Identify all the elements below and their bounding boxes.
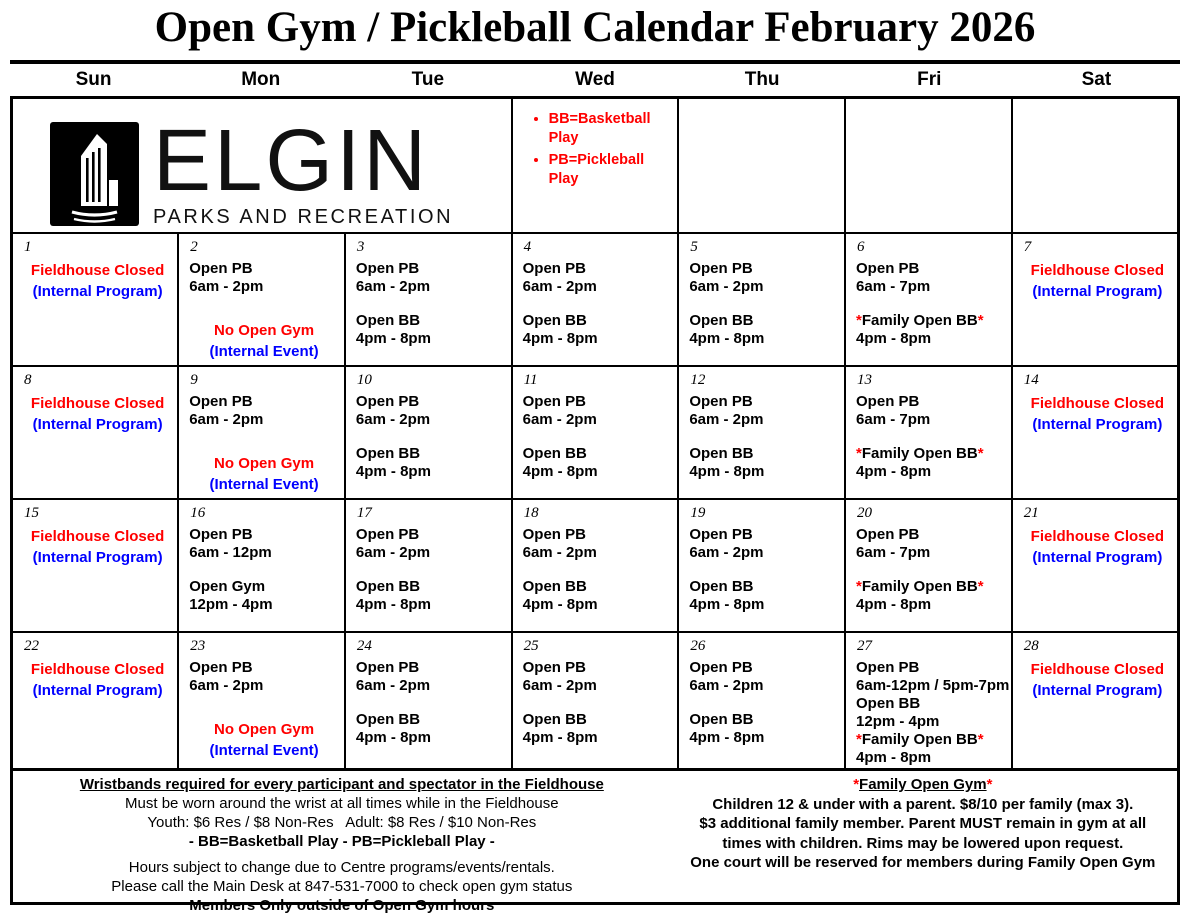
week-row-3 <box>12 499 1179 632</box>
event-line: Open BB <box>355 577 421 595</box>
event-line: 6am - 2pm <box>522 410 597 428</box>
event-line: Open PB <box>689 658 753 676</box>
event-line: Open PB <box>856 525 920 543</box>
event-line: 6am - 2pm <box>355 277 431 295</box>
event-line: 6am - 2pm <box>355 410 431 428</box>
day-number: 10 <box>356 371 372 388</box>
day-cell <box>845 233 1012 366</box>
day-cell <box>12 632 179 770</box>
day-number: 16 <box>190 504 206 521</box>
day-cell <box>678 233 845 366</box>
event-line: (Internal Program) <box>32 548 163 566</box>
event-line: Open PB <box>355 658 420 676</box>
day-number: 24 <box>356 637 372 654</box>
event-line: Open BB <box>689 444 754 462</box>
event-line: Open PB <box>689 259 753 277</box>
day-cell <box>512 233 679 366</box>
day-number: 9 <box>190 371 198 388</box>
event-line: 4pm - 8pm <box>522 329 598 347</box>
event-line: 6am - 2pm <box>689 410 764 428</box>
day-cell <box>1012 632 1179 770</box>
event-line: 6am - 12pm <box>189 543 272 561</box>
event-line: Open PB <box>856 259 920 277</box>
calendar-grid <box>10 96 1180 771</box>
weekday-label-sun: Sun <box>75 69 112 90</box>
day-number: 28 <box>1023 637 1039 654</box>
event-line: Open BB <box>522 444 587 462</box>
day-cell <box>845 499 1012 632</box>
weekday-label-sat: Sat <box>1081 69 1112 90</box>
event-line: Open BB <box>689 311 754 329</box>
day-cell <box>1012 366 1179 499</box>
event-line: Open PB <box>355 259 420 277</box>
event-line: 4pm - 8pm <box>689 595 765 613</box>
day-cell <box>345 632 512 770</box>
event-line: 4pm - 8pm <box>355 462 431 480</box>
event-line: No Open Gym <box>214 720 315 738</box>
event-line: Open BB <box>689 577 754 595</box>
week-row-1 <box>12 233 1179 366</box>
event-line: 4pm - 8pm <box>856 748 932 766</box>
event-line: 6am-12pm / 5pm-7pm <box>856 676 1010 694</box>
event-line: Open PB <box>689 525 753 543</box>
day-cell <box>512 499 679 632</box>
elgin-logo-name: ELGIN <box>153 112 430 209</box>
event-line: Open PB <box>355 525 420 543</box>
event-line: No Open Gym <box>214 321 315 339</box>
day-cell <box>12 366 179 499</box>
event-line: Open PB <box>189 525 253 543</box>
event-line: Fieldhouse Closed <box>1030 660 1165 678</box>
event-line: Open PB <box>522 259 586 277</box>
footer-line: One court will be reserved for members during Family Open Gym <box>690 854 1156 871</box>
week-row-2 <box>12 366 1179 499</box>
event-line: 4pm - 8pm <box>355 728 431 746</box>
logo-row <box>12 98 1179 233</box>
day-number: 27 <box>857 637 873 654</box>
event-line: No Open Gym <box>214 454 315 472</box>
day-number: 15 <box>24 504 39 521</box>
event-line: Open PB <box>189 658 253 676</box>
footer-line: Hours subject to change due to Centre programs/events/rentals. <box>128 859 555 876</box>
event-line: 6am - 2pm <box>355 543 431 561</box>
event-line: 6am - 2pm <box>189 676 264 694</box>
day-number: 21 <box>1023 504 1039 521</box>
empty-cell-fri <box>845 98 1012 233</box>
event-line: 6am - 2pm <box>189 410 264 428</box>
day-number: 11 <box>523 371 538 388</box>
event-line: 6am - 2pm <box>522 543 597 561</box>
event-line: Fieldhouse Closed <box>30 660 165 678</box>
day-number: 7 <box>1023 238 1032 255</box>
day-cell <box>178 632 345 770</box>
event-line: Fieldhouse Closed <box>1030 261 1165 279</box>
day-number: 22 <box>24 637 39 654</box>
elgin-logo-text <box>153 112 454 229</box>
event-line: Open PB <box>522 392 586 410</box>
day-number: 5 <box>690 238 698 255</box>
footer-line: Members Only outside of Open Gym hours <box>189 897 495 914</box>
day-cell <box>845 366 1012 499</box>
day-cell <box>178 233 345 366</box>
footer-line: Must be worn around the wrist at all times while in the Fieldhouse <box>125 795 559 812</box>
event-line <box>856 312 1006 330</box>
day-cell <box>12 233 179 366</box>
day-number: 1 <box>24 238 32 255</box>
event-line: Open BB <box>522 577 587 595</box>
week-row-4 <box>12 632 1179 770</box>
footer-line: times with children. Rims may be lowered upon request. <box>722 834 1124 852</box>
event-line-part: * <box>853 776 860 793</box>
event-line: Open PB <box>856 658 920 676</box>
event-line: 6am - 2pm <box>522 676 597 694</box>
page-title: Open Gym / Pickleball Calendar February 2026 <box>154 4 1036 51</box>
day-number: 25 <box>523 637 539 654</box>
event-line-part: * <box>856 730 862 748</box>
day-number: 17 <box>356 504 372 521</box>
empty-cell-thu <box>678 98 845 233</box>
event-line: 4pm - 8pm <box>522 728 598 746</box>
event-line-part: * <box>977 730 984 748</box>
day-number: 19 <box>690 504 706 521</box>
event-line: (Internal Program) <box>32 415 163 433</box>
event-line: Open PB <box>189 392 253 410</box>
weekday-label-fri: Fri <box>917 69 942 90</box>
event-line: (Internal Event) <box>209 342 319 360</box>
event-line: Open PB <box>689 392 753 410</box>
weekday-header-row <box>10 64 1180 96</box>
day-cell <box>1012 499 1179 632</box>
footer-wristband-notes <box>13 771 671 914</box>
event-line: Open BB <box>522 710 587 728</box>
empty-cell-sat <box>1012 98 1179 233</box>
event-line: Fieldhouse Closed <box>30 394 165 412</box>
event-line-part: Family Open BB <box>861 444 978 462</box>
day-cell <box>178 499 345 632</box>
day-cell <box>678 499 845 632</box>
event-line-part: Family Open BB <box>861 730 978 748</box>
event-line: Open BB <box>522 311 587 329</box>
day-cell <box>345 233 512 366</box>
event-line: Open BB <box>355 311 421 329</box>
event-line: (Internal Program) <box>1032 415 1163 433</box>
day-number: 20 <box>857 504 873 521</box>
event-line: Open PB <box>355 392 420 410</box>
event-line: 6am - 2pm <box>689 543 764 561</box>
footer-line: Please call the Main Desk at 847-531-7000 to check open gym status <box>111 878 573 895</box>
event-line: Open BB <box>856 694 921 712</box>
event-line: 4pm - 8pm <box>856 595 932 613</box>
event-line: 4pm - 8pm <box>355 329 431 347</box>
day-cell <box>12 499 179 632</box>
weekday-label-thu: Thu <box>744 69 780 90</box>
day-number: 12 <box>690 371 706 388</box>
event-line-part: * <box>986 776 993 793</box>
event-line: (Internal Program) <box>32 282 163 300</box>
weekday-label-wed: Wed <box>575 69 615 90</box>
event-line: 4pm - 8pm <box>522 462 598 480</box>
legend-list <box>549 110 673 189</box>
footer-line: Children 12 & under with a parent. $8/10 per family (max 3). <box>712 795 1134 813</box>
event-line: 4pm - 8pm <box>689 728 765 746</box>
event-line: (Internal Program) <box>1032 681 1163 699</box>
event-line <box>856 445 1006 463</box>
legend-item-bb: • BB=Basketball Play <box>549 110 661 148</box>
day-number: 18 <box>523 504 539 521</box>
day-number: 23 <box>190 637 206 654</box>
day-number: 2 <box>190 238 198 255</box>
event-line: Open BB <box>689 710 754 728</box>
event-line: Open BB <box>355 444 421 462</box>
day-number: 8 <box>24 371 32 388</box>
day-number: 13 <box>857 371 873 388</box>
legend-item-pb: • PB=Pickleball Play <box>549 151 661 189</box>
event-line-part: * <box>977 311 984 329</box>
day-cell <box>1012 233 1179 366</box>
day-cell <box>678 366 845 499</box>
event-line-part: * <box>977 444 984 462</box>
event-line: Open PB <box>522 525 586 543</box>
day-number: 3 <box>356 238 365 255</box>
event-line <box>856 578 1006 596</box>
event-line: 6am - 2pm <box>355 676 431 694</box>
day-cell <box>345 499 512 632</box>
event-line: Open BB <box>355 710 421 728</box>
event-line: Fieldhouse Closed <box>30 261 165 279</box>
event-line: 4pm - 8pm <box>856 329 932 347</box>
event-line: 6am - 7pm <box>856 543 931 561</box>
weekday-label-tue: Tue <box>411 69 445 90</box>
logo-cell <box>12 98 512 233</box>
event-line: Fieldhouse Closed <box>1030 394 1165 412</box>
event-line: Open Gym <box>189 577 266 595</box>
event-line: 4pm - 8pm <box>355 595 431 613</box>
day-cell <box>845 632 1012 770</box>
day-cell <box>678 632 845 770</box>
elgin-logo-subtitle: PARKS AND RECREATION <box>153 206 454 228</box>
event-line: Fieldhouse Closed <box>1030 527 1165 545</box>
event-line: Open PB <box>856 392 920 410</box>
event-line: 6am - 2pm <box>689 676 764 694</box>
day-cell <box>178 366 345 499</box>
event-line-part: * <box>856 444 862 462</box>
event-line-part: * <box>977 577 984 595</box>
footer-line: Youth: $6 Res / $8 Non-Res Adult: $8 Res / $10 Non-Res <box>147 814 537 831</box>
day-number: 4 <box>523 238 532 255</box>
event-line: 6am - 2pm <box>522 277 597 295</box>
event-line-part: Family Open BB <box>861 311 978 329</box>
event-line: 4pm - 8pm <box>689 329 765 347</box>
event-line: 4pm - 8pm <box>522 595 598 613</box>
event-line: 4pm - 8pm <box>689 462 765 480</box>
event-line: (Internal Program) <box>1032 548 1163 566</box>
event-line-part: * <box>856 577 862 595</box>
footer-notes <box>10 771 1180 914</box>
weekday-label-mon: Mon <box>241 69 281 90</box>
day-cell <box>512 632 679 770</box>
day-number: 6 <box>857 238 865 255</box>
footer-line: Wristbands required for every participant and spectator in the Fieldhouse <box>79 776 604 793</box>
day-number: 26 <box>690 637 706 654</box>
event-line-part: Family Open BB <box>861 577 978 595</box>
event-line: 4pm - 8pm <box>856 462 932 480</box>
event-line: (Internal Event) <box>209 475 319 493</box>
event-line: Open PB <box>522 658 586 676</box>
event-line: 6am - 7pm <box>856 410 931 428</box>
footer-family-open-gym-notes <box>671 771 1177 902</box>
footer-line: $3 additional family member. Parent MUST remain in gym at all <box>699 815 1147 832</box>
event-line: 6am - 7pm <box>856 277 931 295</box>
elgin-logo <box>23 102 506 229</box>
event-line: (Internal Program) <box>1032 282 1163 300</box>
event-line: (Internal Event) <box>209 741 319 759</box>
footer-line: - BB=Basketball Play - PB=Pickleball Play - <box>188 833 495 850</box>
event-line: (Internal Program) <box>32 681 163 699</box>
day-cell <box>345 366 512 499</box>
event-line: Open PB <box>189 259 253 277</box>
event-line: 12pm - 4pm <box>189 595 273 613</box>
footer-line <box>673 775 1173 795</box>
day-cell <box>512 366 679 499</box>
event-line: 12pm - 4pm <box>856 712 940 730</box>
elgin-tower-logo-icon <box>50 122 139 226</box>
event-line-part: * <box>856 311 862 329</box>
event-line <box>856 731 1006 749</box>
event-line-part: Family Open Gym <box>859 776 987 793</box>
day-number: 14 <box>1023 371 1039 388</box>
legend-cell <box>512 98 679 233</box>
event-line: Fieldhouse Closed <box>30 527 165 545</box>
event-line: 6am - 2pm <box>689 277 764 295</box>
event-line: 6am - 2pm <box>189 277 264 295</box>
